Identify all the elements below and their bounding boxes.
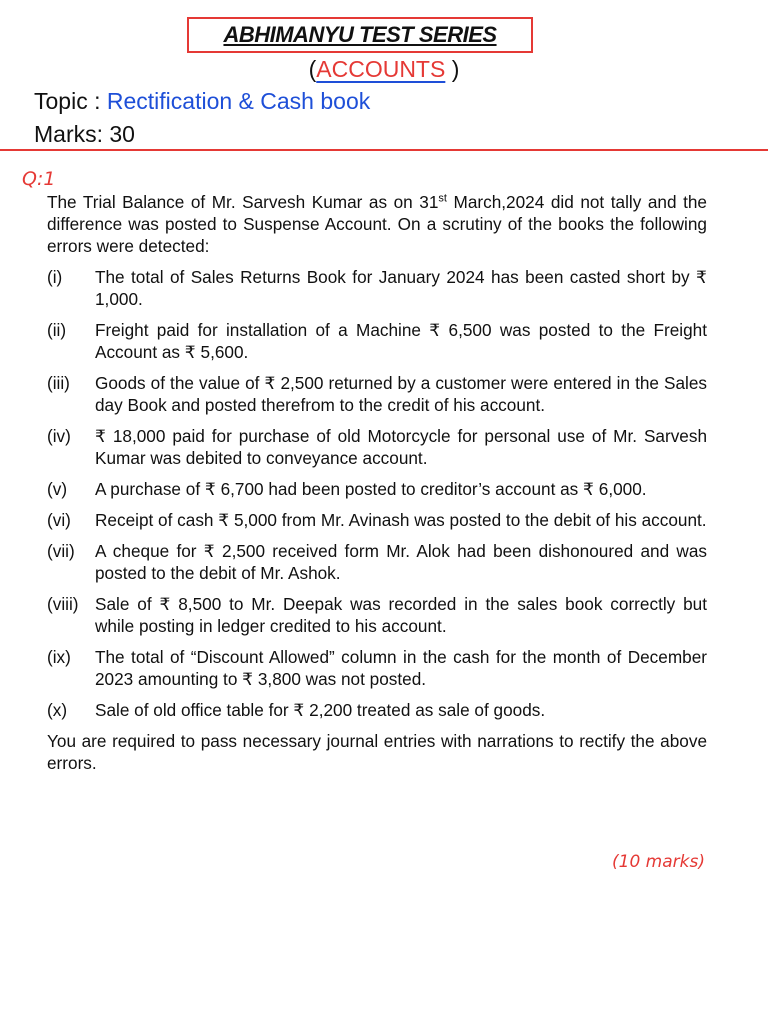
error-list xyxy=(47,266,707,721)
item-text: ₹ 18,000 paid for purchase of old Motorcycle for personal use of Mr. Sarvesh Kumar was debited to conveyance account. xyxy=(95,426,707,468)
total-marks: Marks: 30 xyxy=(34,121,135,147)
list-item xyxy=(47,319,707,363)
list-item xyxy=(47,478,707,500)
header-divider xyxy=(0,149,768,151)
subject-heading xyxy=(0,56,768,83)
item-text: Goods of the value of ₹ 2,500 returned by a customer were entered in the Sales day Book and posted therefrom to the credit of his account. xyxy=(95,373,707,415)
item-number: (vi) xyxy=(47,510,71,530)
list-item xyxy=(47,540,707,584)
question-instruction: You are required to pass necessary journal entries with narrations to rectify the above errors. xyxy=(47,731,707,773)
item-number: (v) xyxy=(47,479,68,499)
item-text: A cheque for ₹ 2,500 received form Mr. Alok had been dishonoured and was posted to the debit of Mr. Ashok. xyxy=(95,541,707,583)
item-number: (vii) xyxy=(47,541,75,561)
list-item xyxy=(47,646,707,690)
item-text: A purchase of ₹ 6,700 had been posted to creditor’s account as ₹ 6,000. xyxy=(95,479,647,499)
item-text: Freight paid for installation of a Machine ₹ 6,500 was posted to the Freight Account as ₹ 5,600. xyxy=(95,320,707,362)
item-number: (iii) xyxy=(47,373,70,393)
item-text: The total of “Discount Allowed” column in the cash for the month of December 2023 amounting to ₹ 3,800 was not posted. xyxy=(95,647,707,689)
question-number: Q:1 xyxy=(22,168,56,190)
item-number: (ix) xyxy=(47,647,71,667)
list-item xyxy=(47,266,707,310)
subject-name: ACCOUNTS xyxy=(316,56,446,82)
question-body xyxy=(47,191,707,791)
item-number: (i) xyxy=(47,267,63,287)
topic-label: Topic : xyxy=(34,88,107,114)
intro-text-start: The Trial Balance of Mr. Sarvesh Kumar as on 31 xyxy=(47,192,439,212)
item-number: (iv) xyxy=(47,426,71,446)
title-box xyxy=(187,17,533,53)
intro-superscript: st xyxy=(438,192,447,205)
item-text: Receipt of cash ₹ 5,000 from Mr. Avinash was posted to the debit of his account. xyxy=(95,510,707,530)
list-item xyxy=(47,372,707,416)
item-text: The total of Sales Returns Book for January 2024 has been casted short by ₹ 1,000. xyxy=(95,267,707,309)
topic-line xyxy=(34,88,370,115)
test-series-title: ABHIMANYU TEST SERIES xyxy=(223,22,497,47)
list-item xyxy=(47,509,707,531)
item-number: (viii) xyxy=(47,594,79,614)
list-item xyxy=(47,593,707,637)
subject-close-paren: ) xyxy=(445,56,460,82)
question-marks-note: (10 marks) xyxy=(612,852,705,872)
item-text: Sale of old office table for ₹ 2,200 treated as sale of goods. xyxy=(95,700,546,720)
intro-text-end: March,2024 did not tally and the difference was posted to Suspense Account. On a scrutiny of the books the following errors were detected: xyxy=(47,192,707,256)
subject-open-paren: ( xyxy=(308,56,317,82)
item-text: Sale of ₹ 8,500 to Mr. Deepak was recorded in the sales book correctly but while posting in ledger credited to his account. xyxy=(95,594,707,636)
list-item xyxy=(47,425,707,469)
item-number: (ii) xyxy=(47,320,67,340)
question-intro xyxy=(47,191,707,257)
topic-value: Rectification & Cash book xyxy=(106,88,371,114)
item-number: (x) xyxy=(47,700,68,720)
list-item xyxy=(47,699,707,721)
